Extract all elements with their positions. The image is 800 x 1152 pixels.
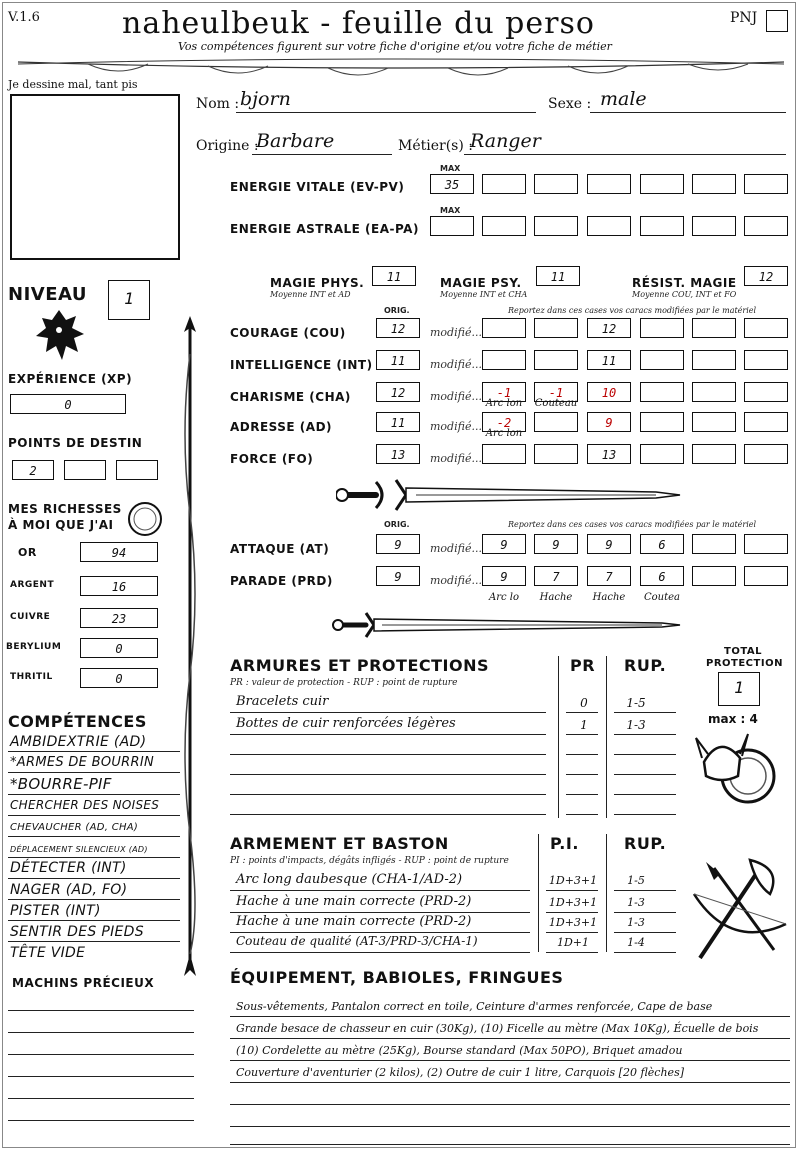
armement-col-divider: [538, 834, 539, 952]
arme-name: Arc long daubesque (CHA-1/AD-2): [236, 872, 463, 887]
machins-label: MACHINS PRÉCIEUX: [12, 976, 155, 990]
sexe-underline: [590, 112, 786, 113]
modifie-label: modifié...: [430, 574, 482, 587]
total-label-2: PROTECTION: [706, 658, 783, 669]
stat-mod-box[interactable]: [640, 350, 684, 370]
equipement-rule: [230, 1082, 790, 1083]
arme-line: [546, 932, 598, 933]
weapon-note: Arc lo: [489, 592, 519, 603]
armure-line: [566, 794, 598, 795]
ea-box[interactable]: [744, 216, 788, 236]
competence-item: DÉTECTER (INT): [10, 860, 127, 876]
modifie-label: modifié...: [430, 358, 482, 371]
ea-box[interactable]: [587, 216, 631, 236]
combat-mod-box[interactable]: 7: [587, 566, 631, 586]
ea-box[interactable]: [534, 216, 578, 236]
equipement-rule[interactable]: [230, 1126, 790, 1127]
ev-box[interactable]: [534, 174, 578, 194]
arme-line: [546, 912, 598, 913]
stat-orig-ad[interactable]: 11: [376, 412, 420, 432]
combat-mod-box[interactable]: 9: [587, 534, 631, 554]
sword-illustration: [336, 478, 686, 512]
armure-line: [566, 774, 598, 775]
modifie-label: modifié...: [430, 390, 482, 403]
weapon-note: Hache: [592, 592, 626, 603]
total-protection-box[interactable]: 1: [718, 672, 760, 706]
armure-pr: 0: [580, 696, 588, 710]
stat-mod-box[interactable]: 9: [587, 412, 631, 432]
staff-illustration: [178, 314, 202, 978]
armures-col-divider: [606, 656, 607, 818]
equipement-line: Grande besace de chasseur en cuir (30Kg), (10) Ficelle au mètre (Max 10Kg), Écuelle de bois: [236, 1022, 759, 1035]
stat-mod-box[interactable]: [692, 318, 736, 338]
competence-item: SENTIR DES PIEDS: [10, 924, 144, 940]
armures-subtitle: PR : valeur de protection - RUP : point de rupture: [230, 678, 458, 688]
combat-note: Reportez dans ces cases vos caracs modifiées par le matériel: [508, 520, 757, 529]
competence-item: *BOURRE-PIF: [10, 775, 112, 793]
machins-line[interactable]: [8, 1120, 194, 1121]
competence-underline: [8, 941, 180, 942]
equipement-rule[interactable]: [230, 1144, 790, 1145]
competence-item: PISTER (INT): [10, 903, 101, 919]
stats-note: Reportez dans ces cases vos caracs modifiées par le matériel: [508, 306, 757, 315]
armure-line: [230, 754, 546, 755]
arme-rup: 1-3: [627, 896, 645, 909]
competence-item: AMBIDEXTRIE (AD): [10, 734, 147, 750]
competence-item: NAGER (AD, FO): [10, 882, 128, 898]
combat-mod-box[interactable]: [744, 566, 788, 586]
niveau-box[interactable]: 1: [108, 280, 150, 320]
equipement-line: Couverture d'aventurier (2 kilos), (2) Outre de cuir 1 litre, Carquois [20 flèches]: [236, 1066, 685, 1079]
combat-mod-box[interactable]: [692, 566, 736, 586]
stat-label-cou: COURAGE (COU): [230, 326, 346, 340]
equipement-rule: [230, 1038, 790, 1039]
competence-underline: [8, 772, 180, 773]
armure-rup: 1-3: [626, 718, 646, 732]
combat-mod-box[interactable]: 9: [534, 534, 578, 554]
armure-line: [566, 734, 598, 735]
sexe-label: Sexe :: [548, 96, 592, 112]
armures-title: ARMURES ET PROTECTIONS: [230, 656, 489, 675]
magie-psy-box[interactable]: 11: [536, 266, 580, 286]
armure-line: [614, 814, 676, 815]
money-label-cuivre: CUIVRE: [10, 612, 51, 622]
equipement-rule: [230, 1060, 790, 1061]
ev-box[interactable]: [587, 174, 631, 194]
combat-orig-at[interactable]: 9: [376, 534, 420, 554]
stat-label-fo: FORCE (FO): [230, 452, 314, 466]
ea-max-label: MAX: [440, 206, 461, 215]
stat-mod-box[interactable]: [692, 382, 736, 402]
stat-orig-cha[interactable]: 12: [376, 382, 420, 402]
stat-mod-box[interactable]: 11: [587, 350, 631, 370]
pnj-checkbox[interactable]: [766, 10, 788, 32]
money-label-thritil: THRITIL: [10, 672, 53, 682]
arme-line: [614, 952, 676, 953]
stat-mod-box[interactable]: [640, 318, 684, 338]
armement-subtitle: PI : points d'impacts, dégâts infligés - RUP : point de rupture: [230, 856, 509, 866]
resist-magie-label: RÉSIST. MAGIE: [632, 276, 737, 290]
arme-line: [614, 912, 676, 913]
ev-box[interactable]: [744, 174, 788, 194]
nom-underline: [236, 112, 536, 113]
armure-line: [230, 794, 546, 795]
portrait-caption: Je dessine mal, tant pis: [8, 78, 138, 91]
total-max-label: max : 4: [708, 712, 758, 726]
xp-label: EXPÉRIENCE (XP): [8, 372, 133, 386]
arme-line: [614, 932, 676, 933]
competences-label: COMPÉTENCES: [8, 712, 147, 731]
armure-line: [614, 734, 676, 735]
stat-orig-cou[interactable]: 12: [376, 318, 420, 338]
origine-value[interactable]: Barbare: [256, 130, 335, 152]
armure-line: [614, 712, 676, 713]
armure-name: Bracelets cuir: [236, 694, 329, 709]
niveau-label: NIVEAU: [8, 284, 87, 305]
ev-box[interactable]: [640, 174, 684, 194]
arme-pi: 1D+3+1: [548, 896, 598, 909]
machins-line[interactable]: [8, 1098, 194, 1099]
competence-item: CHEVAUCHER (AD, CHA): [10, 822, 139, 833]
combat-mod-box[interactable]: [692, 534, 736, 554]
stat-mod-box[interactable]: -2: [482, 412, 526, 432]
coin-icon: [126, 500, 164, 538]
origine-underline: [252, 154, 392, 155]
arme-pi: 1D+1: [556, 936, 590, 949]
richesses-label-1: MES RICHESSES: [8, 502, 122, 516]
stat-mod-note: Arc lon: [485, 398, 523, 409]
armures-col-rup: RUP.: [624, 656, 667, 675]
weapons-icon: [690, 854, 790, 964]
machins-line[interactable]: [8, 1032, 194, 1033]
arme-line: [546, 890, 598, 891]
combat-label-prd: PARADE (PRD): [230, 574, 333, 588]
armures-col-divider: [558, 656, 559, 818]
metier-underline: [464, 154, 786, 155]
equipement-rule: [230, 1016, 790, 1017]
competence-underline: [8, 751, 180, 752]
stat-mod-box[interactable]: [534, 318, 578, 338]
stat-mod-box[interactable]: [692, 444, 736, 464]
stat-label-cha: CHARISME (CHA): [230, 390, 351, 404]
arme-name: Hache à une main correcte (PRD-2): [236, 894, 472, 909]
modifie-label: modifié...: [430, 542, 482, 555]
armure-rup: 1-5: [626, 696, 646, 710]
stat-mod-box[interactable]: [744, 318, 788, 338]
pnj-label: PNJ: [730, 10, 758, 26]
arme-rup: 1-4: [627, 936, 645, 949]
weapon-note: Hache: [539, 592, 573, 603]
stat-label-ad: ADRESSE (AD): [230, 420, 333, 434]
armure-pr: 1: [580, 718, 588, 732]
armures-col-pr: PR: [570, 656, 596, 675]
weapon-note: Coutea: [643, 592, 680, 603]
stat-mod-box[interactable]: [640, 444, 684, 464]
competence-underline: [8, 920, 180, 921]
arme-pi: 1D+3+1: [548, 916, 598, 929]
destin-box[interactable]: [116, 460, 158, 480]
magie-phys-note: Moyenne INT et AD: [270, 290, 351, 299]
combat-orig-prd[interactable]: 9: [376, 566, 420, 586]
arme-line: [546, 952, 598, 953]
machins-line[interactable]: [8, 1054, 194, 1055]
sword-illustration: [332, 610, 684, 640]
dragon-icon: [32, 306, 86, 364]
ea-box[interactable]: [692, 216, 736, 236]
armement-col-divider: [606, 834, 607, 952]
money-label-berylium: BERYLIUM: [6, 642, 62, 652]
equipement-line: Sous-vêtements, Pantalon correct en toile, Ceinture d'armes renforcée, Cape de base: [236, 1000, 713, 1013]
armure-line: [614, 754, 676, 755]
money-box-berylium[interactable]: 0: [80, 638, 158, 658]
total-label-1: TOTAL: [724, 646, 762, 657]
metier-label: Métier(s) :: [398, 138, 473, 154]
stat-mod-box[interactable]: 13: [587, 444, 631, 464]
competence-item: CHERCHER DES NOISES: [10, 798, 160, 812]
competence-underline: [8, 815, 180, 816]
money-box-or[interactable]: 94: [80, 542, 158, 562]
stat-orig-fo[interactable]: 13: [376, 444, 420, 464]
combat-label-at: ATTAQUE (AT): [230, 542, 330, 556]
stat-mod-box[interactable]: 10: [587, 382, 631, 402]
stats-orig-label: ORIG.: [384, 306, 410, 315]
stat-mod-box[interactable]: [482, 350, 526, 370]
ornament-divider: [8, 52, 794, 78]
competence-underline: [8, 857, 180, 858]
stat-mod-box[interactable]: [534, 350, 578, 370]
competence-item: DÉPLACEMENT SILENCIEUX (AD): [10, 845, 148, 854]
magie-phys-box[interactable]: 11: [372, 266, 416, 286]
magie-phys-label: MAGIE PHYS.: [270, 276, 365, 290]
combat-mod-box[interactable]: 6: [640, 566, 684, 586]
ev-box[interactable]: [482, 174, 526, 194]
stat-mod-box[interactable]: [744, 382, 788, 402]
stat-mod-note: Arc lon: [485, 428, 523, 439]
ev-max-label: MAX: [440, 164, 461, 173]
arme-rup: 1-5: [627, 874, 645, 887]
metier-value[interactable]: Ranger: [470, 130, 541, 152]
stat-mod-box[interactable]: [534, 412, 578, 432]
arme-name: Couteau de qualité (AT-3/PRD-3/CHA-1): [236, 934, 478, 948]
arme-line: [230, 952, 530, 953]
stat-mod-box[interactable]: [482, 318, 526, 338]
combat-mod-box[interactable]: 7: [534, 566, 578, 586]
competence-underline: [8, 878, 180, 879]
armure-line: [566, 814, 598, 815]
ea-box[interactable]: [482, 216, 526, 236]
nom-value[interactable]: bjorn: [240, 88, 291, 110]
stat-mod-box[interactable]: [692, 412, 736, 432]
armement-col-pi: P.I.: [550, 834, 579, 853]
arme-line: [614, 890, 676, 891]
armure-line: [566, 754, 598, 755]
modifie-label: modifié...: [430, 452, 482, 465]
helmet-shield-icon: [694, 728, 778, 812]
armure-line: [230, 734, 546, 735]
combat-mod-box[interactable]: 9: [482, 566, 526, 586]
machins-line[interactable]: [8, 1076, 194, 1077]
sheet-title: naheulbeuk - feuille du perso: [122, 6, 595, 41]
stat-label-int: INTELLIGENCE (INT): [230, 358, 373, 372]
version-label: V.1.6: [8, 10, 40, 25]
stat-mod-box[interactable]: [640, 382, 684, 402]
armure-line: [230, 774, 546, 775]
combat-mod-box[interactable]: [744, 534, 788, 554]
equipement-rule[interactable]: [230, 1104, 790, 1105]
destin-label: POINTS DE DESTIN: [8, 436, 143, 450]
machins-line[interactable]: [8, 1010, 194, 1011]
nom-label: Nom :: [196, 96, 240, 112]
ev-label: ENERGIE VITALE (EV-PV): [230, 180, 405, 194]
portrait-box[interactable]: [10, 94, 180, 260]
combat-mod-box[interactable]: 6: [640, 534, 684, 554]
arme-rup: 1-3: [627, 916, 645, 929]
stat-mod-box[interactable]: [482, 444, 526, 464]
armement-title: ARMEMENT ET BASTON: [230, 834, 449, 853]
resist-magie-note: Moyenne COU, INT et FO: [632, 290, 737, 299]
money-box-cuivre[interactable]: 23: [80, 608, 158, 628]
money-label-argent: ARGENT: [10, 580, 55, 590]
arme-pi: 1D+3+1: [548, 874, 598, 887]
armement-col-rup: RUP.: [624, 834, 667, 853]
magie-psy-label: MAGIE PSY.: [440, 276, 522, 290]
armure-line: [614, 794, 676, 795]
stat-mod-box[interactable]: [744, 444, 788, 464]
stat-mod-box[interactable]: [692, 350, 736, 370]
competence-underline: [8, 794, 180, 795]
money-label-or: OR: [18, 546, 37, 559]
competence-item: *ARMES DE BOURRIN: [10, 755, 154, 770]
stat-mod-box[interactable]: [534, 444, 578, 464]
ea-max-box[interactable]: [430, 216, 474, 236]
competence-underline: [8, 836, 180, 837]
modifie-label: modifié...: [430, 326, 482, 339]
richesses-label-2: À MOI QUE J'AI: [8, 518, 114, 532]
stat-orig-int[interactable]: 11: [376, 350, 420, 370]
competence-item: TÊTE VIDE: [10, 945, 86, 961]
resist-magie-box[interactable]: 12: [744, 266, 788, 286]
arme-line: [230, 932, 530, 933]
money-box-thritil[interactable]: 0: [80, 668, 158, 688]
destin-box[interactable]: 2: [12, 460, 54, 480]
competence-underline: [8, 899, 180, 900]
combat-mod-box[interactable]: 9: [482, 534, 526, 554]
arme-line: [230, 890, 530, 891]
xp-box[interactable]: 0: [10, 394, 126, 414]
ea-label: ENERGIE ASTRALE (EA-PA): [230, 222, 419, 236]
ea-box[interactable]: [640, 216, 684, 236]
destin-box[interactable]: [64, 460, 106, 480]
equipement-title: ÉQUIPEMENT, BABIOLES, FRINGUES: [230, 968, 564, 987]
stat-mod-box[interactable]: [744, 350, 788, 370]
stat-mod-note: Couteau: [534, 398, 578, 409]
sheet-subtitle: Vos compétences figurent sur votre fiche d'origine et/ou votre fiche de métier: [178, 40, 612, 53]
stat-mod-box[interactable]: 12: [587, 318, 631, 338]
magie-psy-note: Moyenne INT et CHA: [440, 290, 528, 299]
stat-mod-box[interactable]: -1: [534, 382, 578, 402]
ev-box[interactable]: [692, 174, 736, 194]
sexe-value[interactable]: male: [600, 88, 647, 110]
armure-line: [566, 712, 598, 713]
armure-line: [230, 712, 546, 713]
armure-line: [230, 814, 546, 815]
armure-name: Bottes de cuir renforcées légères: [236, 716, 456, 731]
arme-name: Hache à une main correcte (PRD-2): [236, 914, 472, 929]
combat-orig-label: ORIG.: [384, 520, 410, 529]
origine-label: Origine :: [196, 138, 259, 154]
stat-mod-box[interactable]: [744, 412, 788, 432]
armure-line: [614, 774, 676, 775]
modifie-label: modifié...: [430, 420, 482, 433]
ev-max-box[interactable]: 35: [430, 174, 474, 194]
money-box-argent[interactable]: 16: [80, 576, 158, 596]
arme-line: [230, 912, 530, 913]
stat-mod-box[interactable]: -1: [482, 382, 526, 402]
stat-mod-box[interactable]: [640, 412, 684, 432]
equipement-line: (10) Cordelette au mètre (25Kg), Bourse standard (Max 50PO), Briquet amadou: [236, 1044, 683, 1057]
